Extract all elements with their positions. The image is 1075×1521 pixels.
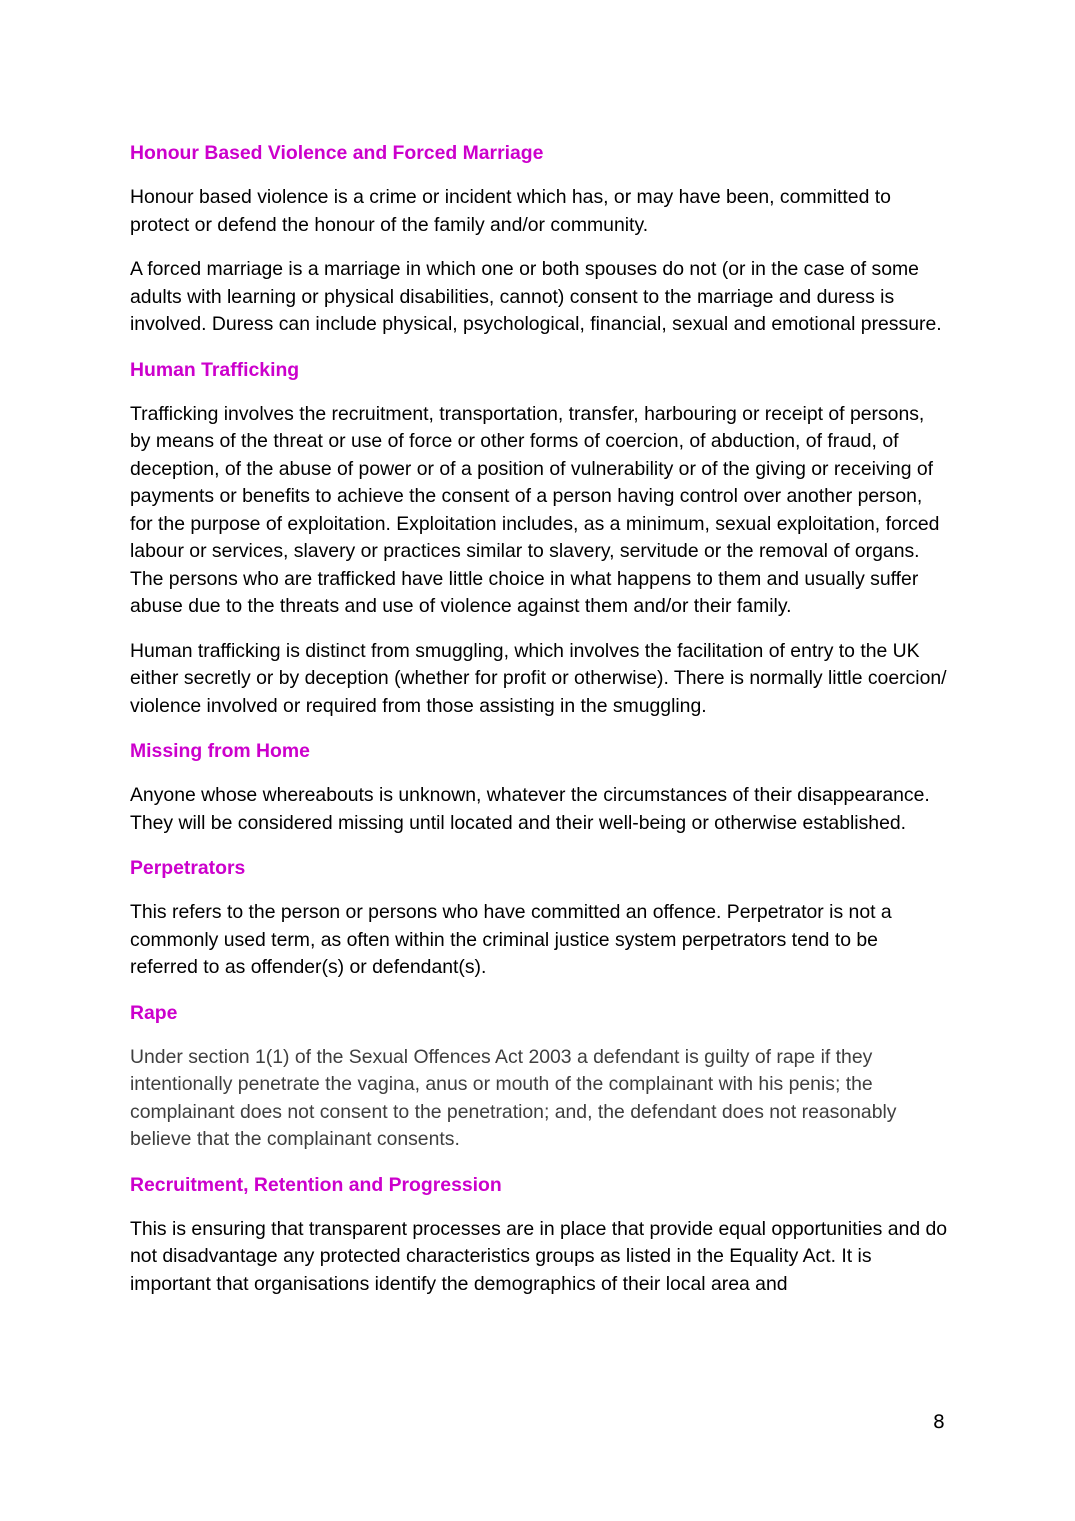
page-content bbox=[130, 139, 948, 1315]
page-number: 8 bbox=[932, 1411, 945, 1433]
paragraph-honour-based-violence: Honour based violence is a crime or incident which has, or may have been, committed to protect or defend the honour of the family and/or community. bbox=[130, 186, 891, 236]
section-heading-rape: Rape bbox=[130, 1001, 178, 1024]
paragraph-rape: Under section 1(1) of the Sexual Offences Act 2003 a defendant is guilty of rape if they intentionally penetrate the vagina, anus or mouth of the complainant with his penis; the complainant does not consent to the penetration; and, the defendant does not reasonably believe that the complainant consents. bbox=[130, 1045, 897, 1150]
section-heading-perpetrators: Perpetrators bbox=[130, 857, 246, 879]
paragraph-trafficking-vs-smuggling: Human trafficking is distinct from smuggling, which involves the facilitation of entry to the UK either secretly or by deception (whether for profit or otherwise). There is normally little coercion/ violence involved or required from those assisting in the smuggling. bbox=[130, 639, 947, 717]
section-heading-human-trafficking: Human Trafficking bbox=[130, 358, 300, 381]
section-heading-recruitment-retention-progression: Recruitment, Retention and Progression bbox=[130, 1173, 502, 1196]
paragraph-recruitment-retention-progression: This is ensuring that transparent processes are in place that provide equal opportunities and do not disadvantage any protected characteristics groups as listed in the Equality Act. It is important that organisations identify the demographics of their local area and bbox=[130, 1217, 948, 1295]
section-heading-missing-from-home: Missing from Home bbox=[130, 740, 310, 762]
paragraph-perpetrators: This refers to the person or persons who have committed an offence. Perpetrator is not a commonly used term, as often within the criminal justice system perpetrators tend to be referred to as offender(s) or defendant(s). bbox=[130, 901, 892, 978]
paragraph-trafficking-definition: Trafficking involves the recruitment, transportation, transfer, harbouring or receipt of persons, by means of the threat or use of force or other forms of coercion, of abduction, of fraud, of deception, of the abuse of power or of a position of vulnerability or of the giving or receiving of payments or benefits to achieve the consent of a person having control over another person, for the purpose of exploitation. Exploitation includes, as a minimum, sexual exploitation, forced labour or services, slavery or practices similar to slavery, servitude or the removal of organs. The persons who are trafficked have little choice in what happens to them and usually suffer abuse due to the threats and use of violence against them and/or their family. bbox=[130, 402, 940, 617]
paragraph-forced-marriage: A forced marriage is a marriage in which one or both spouses do not (or in the case of some adults with learning or physical disabilities, cannot) consent to the marriage and duress is involved. Duress can include physical, psychological, financial, sexual and emotional pressure. bbox=[130, 258, 942, 335]
section-heading-honour-based-violence: Honour Based Violence and Forced Marriage bbox=[130, 142, 544, 164]
paragraph-missing-from-home: Anyone whose whereabouts is unknown, whatever the circumstances of their disappearance. They will be considered missing until located and their well-being or otherwise established. bbox=[130, 784, 930, 834]
